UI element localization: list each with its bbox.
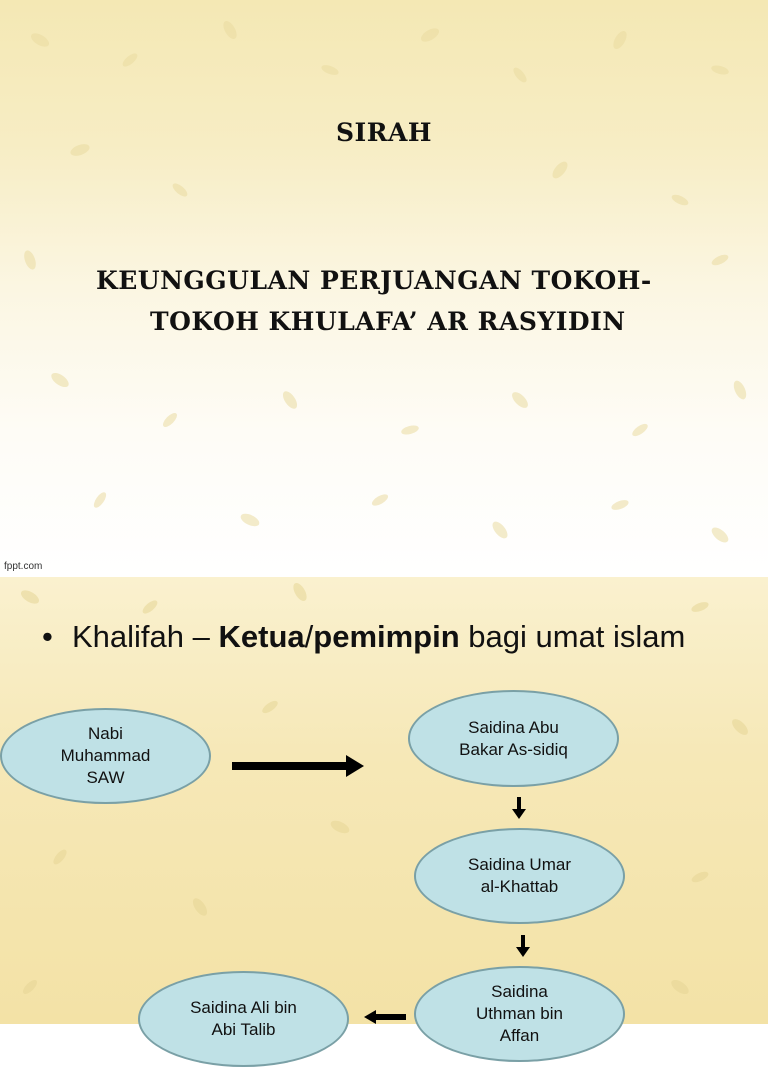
node-umar: [414, 828, 625, 924]
node-label: Nabi Muhammad SAW: [60, 724, 151, 787]
node-label: Saidina Abu Bakar As-sidiq: [459, 717, 568, 759]
bullet-text-part-1: Khalifah –: [72, 619, 219, 654]
arrow-right-icon: [232, 755, 364, 777]
slide-title: SIRAH: [335, 118, 433, 147]
node-uthman: [414, 966, 625, 1062]
node-label: Saidina Umar al-Khattab: [468, 855, 571, 896]
node-abu-bakar: [408, 690, 619, 787]
bullet-text-part-2: bagi umat islam: [459, 619, 686, 654]
bullet-symbol: •: [42, 619, 53, 654]
slide-subtitle-line-2: TOKOH KHULAFA’ AR RASYIDIN: [150, 307, 626, 336]
footer-brand-label: fppt.com: [4, 561, 43, 572]
node-label: Saidina Ali bin Abi Talib: [190, 998, 297, 1039]
arrow-left-icon: [364, 1010, 406, 1024]
node-label: Saidina Uthman bin Affan: [476, 982, 563, 1045]
bullet-bold-ketua: Ketua: [218, 619, 305, 654]
bullet-bold-pemimpin: pemimpin: [313, 619, 460, 654]
bullet-separator: /: [304, 619, 314, 654]
arrow-down-icon: [512, 797, 526, 819]
slide-subtitle-line-1: KEUNGGULAN PERJUANGAN TOKOH-: [96, 266, 652, 295]
node-ali: [138, 971, 349, 1067]
bullet-text: [72, 617, 702, 657]
arrow-down-icon: [516, 935, 530, 957]
node-nabi-muhammad: [0, 708, 211, 804]
